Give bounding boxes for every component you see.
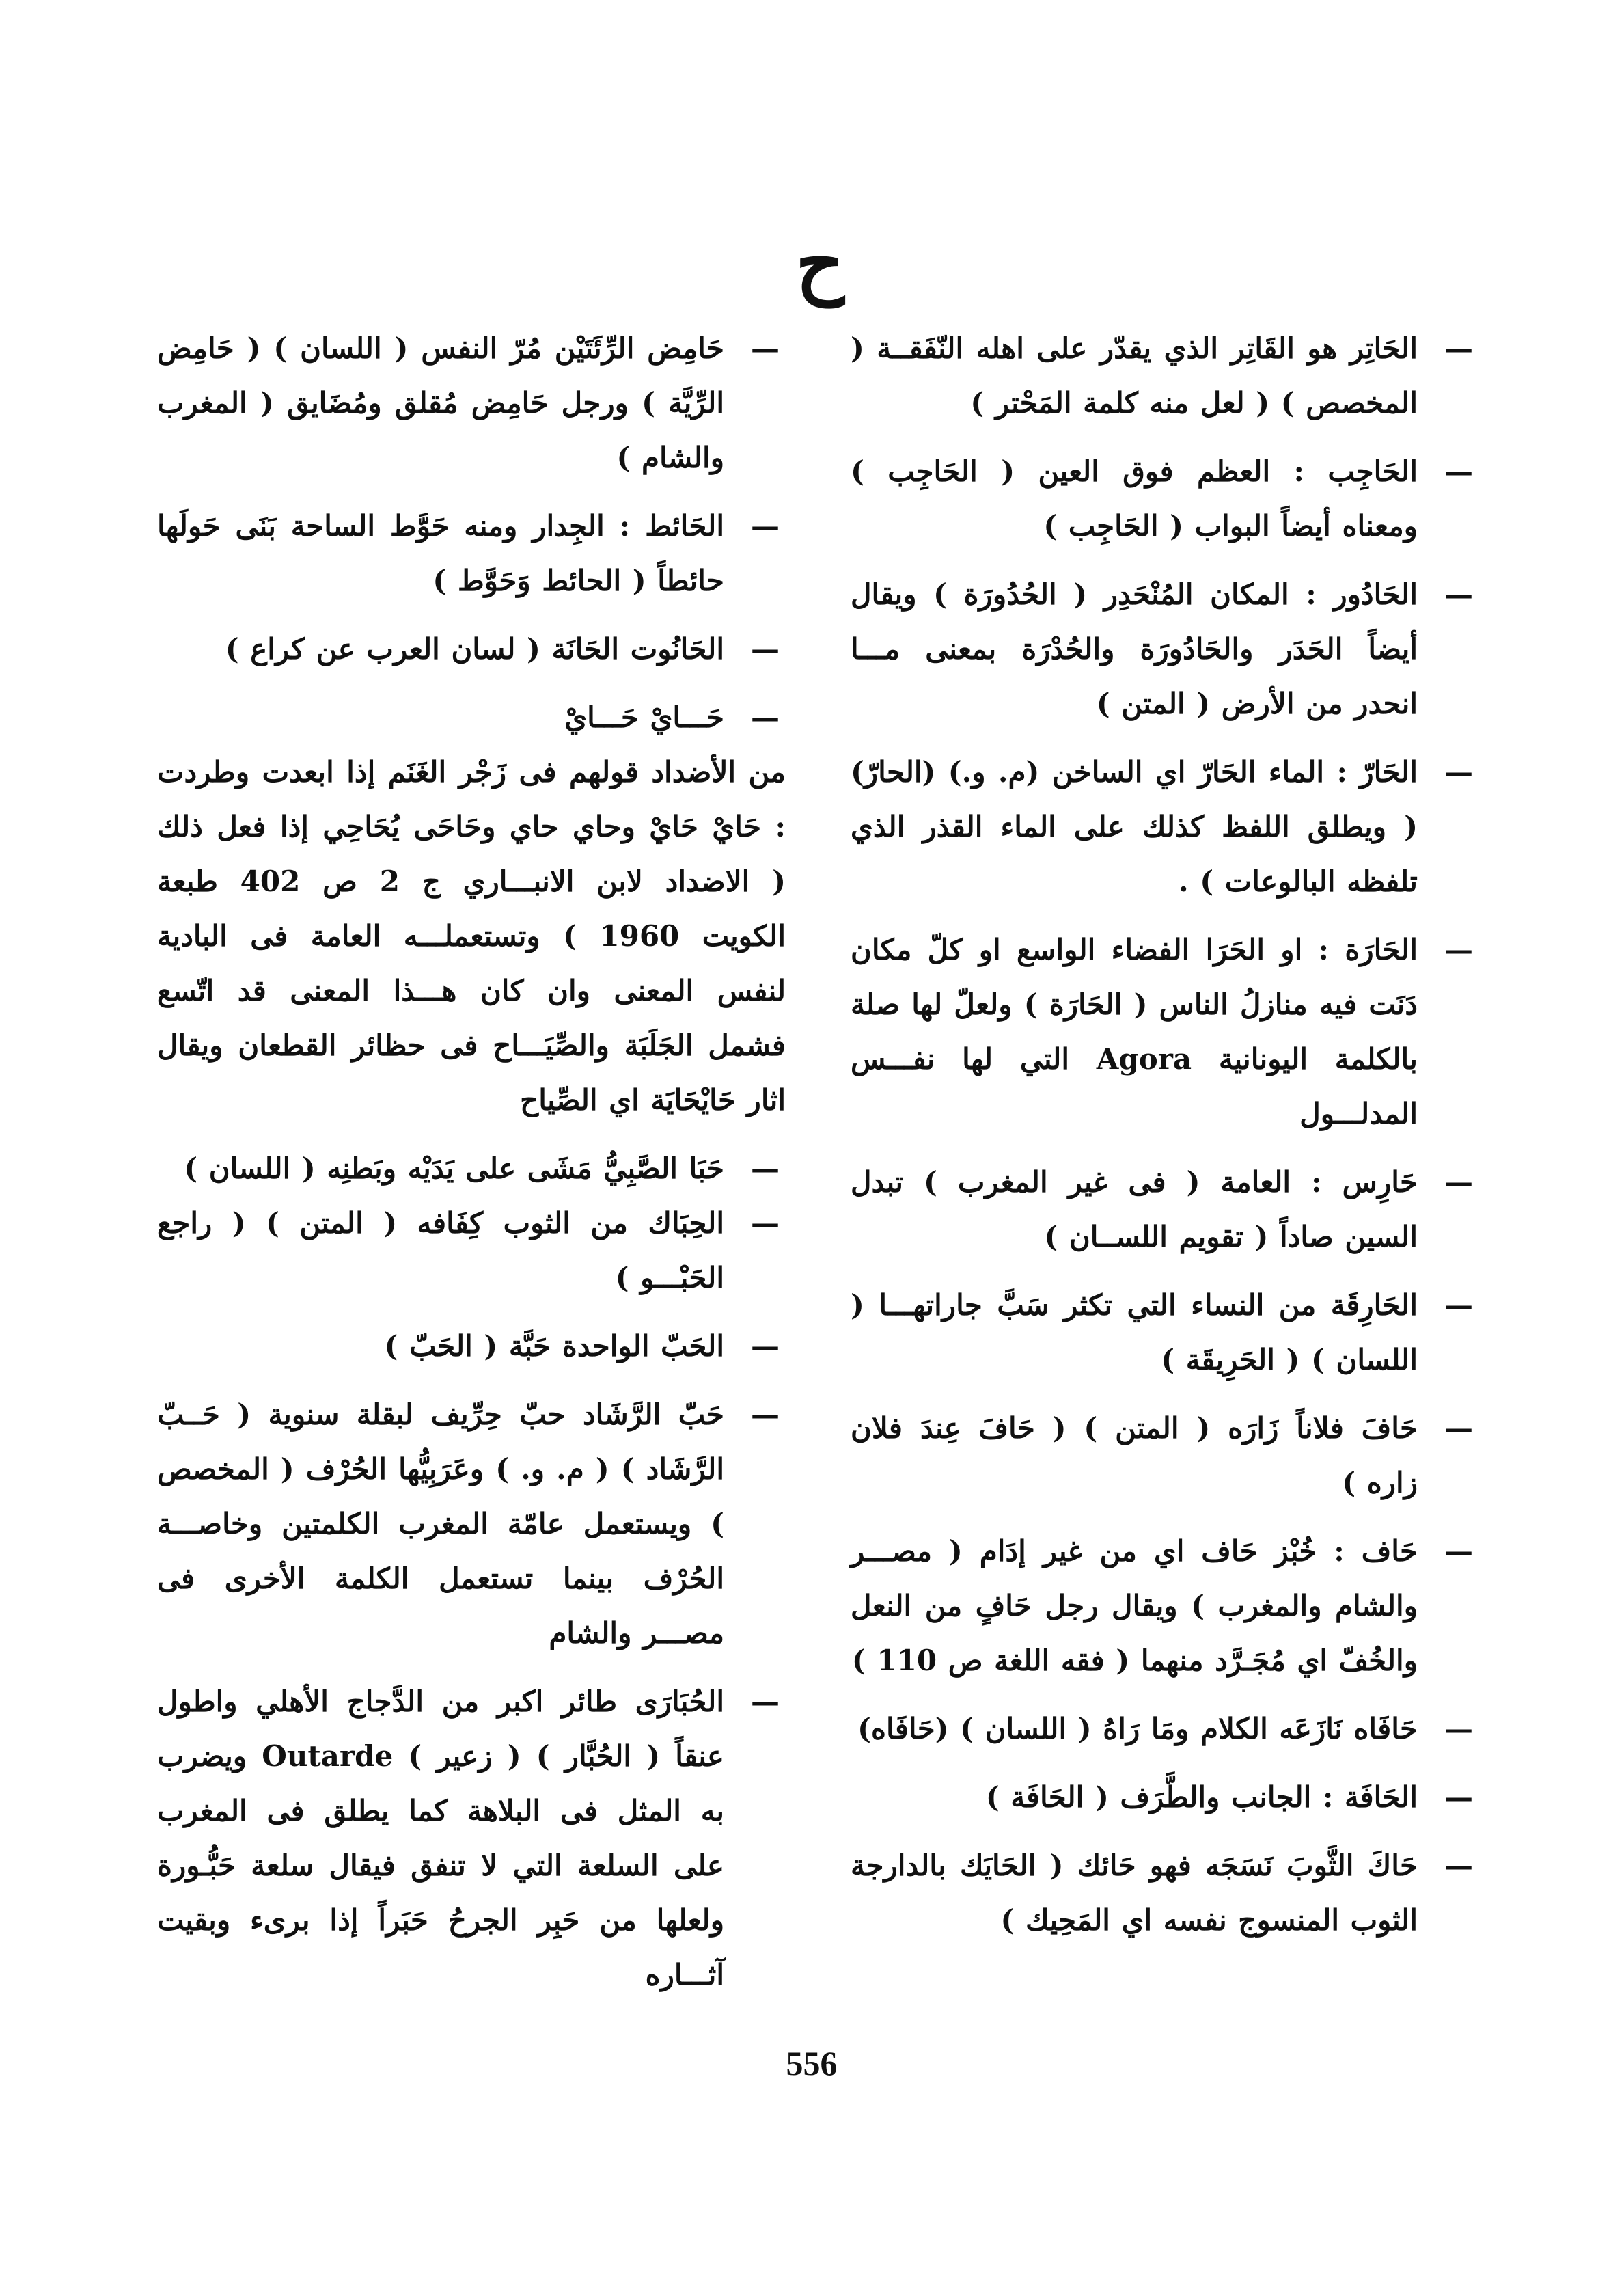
- entry: [851, 1770, 1479, 1825]
- entry: [851, 444, 1479, 554]
- right-column: [851, 321, 1479, 1961]
- entry-text: الحَانُوت الحَانَة ( لسان العرب عن كراع ): [225, 632, 724, 666]
- entry-text: الحَارِقَة من النساء التي تكثر سَبَّ جاراتهـــا ( اللسان ) ( الحَرِيقَة ): [851, 1288, 1418, 1376]
- entry-dash: —: [1444, 755, 1473, 789]
- entry: [851, 1278, 1479, 1387]
- entry-text: الحَاتِر هو القَاتِر الذي يقدّر على اهله النّفَقــة ( المخصص ) ( لعل منه كلمة المَحْتر ): [851, 331, 1418, 420]
- entry: [157, 1319, 786, 1374]
- entry: [851, 1524, 1479, 1688]
- section-letter-heading: ح: [795, 219, 844, 307]
- entry-text: حَاكَ الثَّوبَ نَسَجَه فهو حَائك ( الحَايَك بالدارجة الثوب المنسوج نفسه اي المَحِيك ): [851, 1849, 1418, 1937]
- entry-text: الحَبّ الواحدة حَبَّة ( الحَبّ ): [384, 1329, 724, 1363]
- entry: [851, 1702, 1479, 1756]
- entry-dash: —: [1444, 1411, 1473, 1445]
- entry-dash: —: [1444, 1780, 1473, 1814]
- entry-text: حَافَ فلاناً زَارَه ( المتن ) ( حَافَ عِندَ فلان زاره ): [851, 1411, 1418, 1499]
- entry-dash: —: [1444, 1849, 1473, 1882]
- entry-text: الحَافَة : الجانب والطَّرَف ( الحَافَة ): [985, 1780, 1418, 1814]
- entry: [157, 321, 786, 485]
- entry-dash: —: [751, 1398, 780, 1431]
- entry-dash: —: [1444, 1534, 1473, 1568]
- entry: [851, 1401, 1479, 1510]
- entry: [157, 1196, 786, 1305]
- entry-text: حَاف : خُبْز حَاف اي من غير إدَام ( مصـــر والشام والمغرب ) ويقال رجل حَافٍ من النعل والخُفّ اي مُجَـرَّد منهما ( فقه اللغة ص 110 ): [851, 1534, 1418, 1677]
- entry-text: حَبّ الرَّشَاد حبّ حِرِّيف لبقلة سنوية ( حَــبّ الرَّشَاد ) ( م. و. ) وعَرَبِيُّها الحُرْف ( المخصص ) ويستعمل عامّة المغرب الكلمتين وخاصـــة الحُرْف بينما تستعمل الكلمة الأخرى فى مصـــر والشام: [157, 1398, 724, 1650]
- entry-dash: —: [751, 331, 780, 365]
- entry-text: الحَارّ : الماء الحَارّ اي الساخن (م. و.) (الحارّ) ( ويطلق اللفظ كذلك على الماء القذر الذي تلفظه البالوعات ) .: [851, 755, 1418, 898]
- left-column: [157, 321, 786, 2016]
- entry-dash: —: [1444, 1165, 1473, 1199]
- entry-text: حَبَا الصَّبِيُّ مَشَى على يَدَيْه وبَطنِه ( اللسان ): [184, 1152, 724, 1185]
- entry-text: الحَاجِب : العظم فوق العين ( الحَاجِب ) ومعناه أيضاً البواب ( الحَاجِب ): [851, 454, 1418, 543]
- entry-text: الحُبَارَى طائر اكبر من الدَّجاج الأهلي واطول عنقاً ( الحُبَّار ) ( زعير ) Outarde ويضرب به المثل فى البلاهة كما يطلق فى المغرب على السلعة التي لا تنفق فيقال سلعة حَبُّـورة ولعلها من حَبِر الجرحُ حَبَراً إذا برىء وبقيت آثـــاره: [157, 1685, 724, 1991]
- entry-text: حَارِس : العامة ( فى غير المغرب ) تبدل السين صاداً ( تقويم اللســان ): [851, 1165, 1418, 1253]
- entry-dash: —: [751, 701, 780, 734]
- entry-dash: —: [751, 632, 780, 666]
- entry-dash: —: [1444, 1712, 1473, 1745]
- entry-dash: —: [751, 1206, 780, 1240]
- entry-text: الحَائط : الجِدار ومنه حَوَّط الساحة بَنَى حَولَها حائطاً ( الحائط وَحَوَّط ): [157, 509, 724, 597]
- entry: [851, 321, 1479, 431]
- entry-dash: —: [1444, 331, 1473, 365]
- entry-dash: —: [1444, 933, 1473, 966]
- entry: [851, 923, 1479, 1141]
- entry: [157, 622, 786, 677]
- entry-text: حَامِض الرِّئَتَيْن مُرّ النفس ( اللسان ) ( حَامِض الرِّيَّة ) ورجل حَامِض مُقلق ومُضَايق ( المغرب والشام ): [157, 331, 724, 474]
- entry-text: الحَارَة : او الحَرَا الفضاء الواسع او كلّ مكان دَنَت فيه منازلُ الناس ( الحَارَة ) ولعلّ لها صلة بالكلمة اليونانية Agora التي لها نفـــس المدلـــول: [851, 933, 1418, 1130]
- entry-dash: —: [751, 1329, 780, 1363]
- entry-text: الحِبَاك من الثوب كِفَافه ( المتن ) ( راجع الحَبْـــو ): [157, 1206, 724, 1294]
- entry-text: حَـــايْ حَـــايْ: [564, 701, 724, 734]
- entry: [157, 499, 786, 608]
- entry-text: الحَادُور : المكان المُنْحَدِر ( الحُدُورَة ) ويقال أيضاً الحَدَر والحَادُورَة والحُدْرَة بمعنى مـــا انحدر من الأرض ( المتن ): [851, 577, 1418, 720]
- entry: [157, 1387, 786, 1661]
- entry: [851, 1155, 1479, 1264]
- entry-dash: —: [1444, 1288, 1473, 1322]
- entry-dash: —: [1444, 577, 1473, 611]
- entry-dash: —: [751, 509, 780, 543]
- entry-dash: —: [751, 1152, 780, 1185]
- entry-text: من الأضداد قولهم فى زَجْر الغَنَم إذا ابعدت وطردت : حَايْ حَايْ وحاي حاي وحَاحَى يُحَاحِي إذا فعل ذلك ( الاضداد لابن الانبـــاري ج 2 ص 402 طبعة الكويت 1960 ) وتستعملـــه العامة فى البادية لنفس المعنى وان كان هـــذا المعنى قد اتّسع فشمل الجَلَبَة والصِّيَـــاح فى حظائر القطعان ويقال اثار حَايْحَايَة اي الصِّياح: [157, 755, 786, 1117]
- entry: [851, 745, 1479, 909]
- entry: [157, 1674, 786, 2002]
- entry-text: حَافَاه نَازَعَه الكلام ومَا رَاهُ ( اللسان ) (حَافَاه): [857, 1712, 1418, 1745]
- entry: [851, 1838, 1479, 1948]
- entry: [851, 567, 1479, 731]
- entry: [157, 1141, 786, 1196]
- entry-dash: —: [751, 1685, 780, 1718]
- page-number: 556: [786, 2044, 838, 2082]
- entry-dash: —: [1444, 454, 1473, 488]
- entry-continuation: [157, 745, 786, 1128]
- entry: [157, 690, 786, 745]
